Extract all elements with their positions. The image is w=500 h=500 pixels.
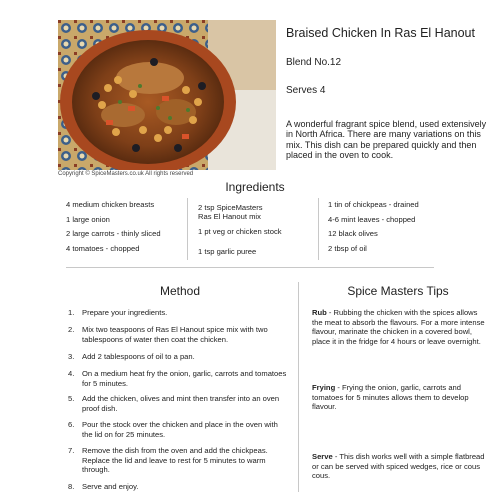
step-number: 2.: [68, 325, 75, 334]
step-number: 7.: [68, 446, 75, 455]
serves-count: Serves 4: [286, 85, 326, 96]
tip-label: Frying: [312, 383, 336, 392]
step-number: 6.: [68, 420, 75, 429]
ingredient-item: 4-6 mint leaves - chopped: [328, 215, 416, 224]
tip-label: Serve: [312, 452, 333, 461]
step-text: Serve and enjoy.: [82, 482, 139, 491]
method-heading: Method: [159, 284, 201, 298]
ingredient-item: 2 tsp SpiceMasters: [198, 203, 263, 212]
tip-text: - Rubbing the chicken with the spices allows the meat to absorb the flavours. For a more intense flavour, marinate the chicken in a covered bowl, place it in the fridge for 4 hours or leave overnight.: [312, 308, 485, 346]
tip-rub: [312, 308, 488, 346]
step-text: Pour the stock over the chicken and place in the oven with the lid on for 25 minutes.: [82, 420, 278, 439]
ingredient-item: 2 large carrots - thinly sliced: [66, 229, 161, 238]
ingredients-divider-1: [187, 198, 188, 260]
ingredient-item: 1 tin of chickpeas - drained: [328, 200, 419, 209]
tip-label: Rub: [312, 308, 327, 317]
ingredient-item: Ras El Hanout mix: [198, 212, 261, 221]
ingredient-item: 2 tbsp of oil: [328, 244, 367, 253]
section-divider: [66, 267, 434, 268]
ingredient-item: 4 medium chicken breasts: [66, 200, 155, 209]
step-number: 1.: [68, 308, 75, 317]
step-text: Add 2 tablespoons of oil to a pan.: [82, 352, 195, 361]
braised-chicken-dish-image: [58, 20, 276, 170]
step-text: Mix two teaspoons of Ras El Hanout spice mix with two tablespoons of water then coat the chicken.: [82, 325, 268, 344]
step-text: Remove the dish from the oven and add the chickpeas. Replace the lid and leave to rest for 5 minutes to warm through.: [82, 446, 268, 475]
method-tips-divider: [298, 282, 299, 492]
tip-frying: [312, 383, 488, 412]
tip-serve: [312, 452, 488, 481]
step-number: 8.: [68, 482, 75, 491]
tip-text: - This dish works well with a simple flatbread or can be served with spiced wedges, rice or cous cous.: [312, 452, 485, 481]
step-text: Add the chicken, olives and mint then transfer into an oven proof dish.: [82, 394, 280, 413]
ingredient-item: 4 tomatoes - chopped: [66, 244, 140, 253]
tips-heading: Spice Masters Tips: [347, 284, 449, 298]
recipe-photo: [58, 20, 276, 170]
copyright-notice: Copyright © SpiceMasters.co.uk All rights reserved: [58, 171, 194, 177]
recipe-description: A wonderful fragrant spice blend, used extensively in North Africa. There are many variations on this mix. This dish can be prepared quickly and then placed in the oven to cook.: [286, 119, 487, 161]
step-number: 3.: [68, 352, 75, 361]
ingredient-item: 1 tsp garlic puree: [198, 247, 257, 256]
step-number: 5.: [68, 394, 75, 403]
ingredient-item: 12 black olives: [328, 229, 378, 238]
recipe-subtitle: Blend No.12: [286, 57, 342, 68]
ingredient-item: 1 large onion: [66, 215, 110, 224]
ingredient-item: 1 pt veg or chicken stock: [198, 227, 282, 236]
step-text: Prepare your ingredients.: [82, 308, 168, 317]
step-text: On a medium heat fry the onion, garlic, carrots and tomatoes for 5 minutes.: [82, 369, 287, 388]
step-number: 4.: [68, 369, 75, 378]
recipe-title: Braised Chicken In Ras El Hanout: [286, 26, 475, 40]
ingredients-heading: Ingredients: [225, 180, 285, 194]
tip-text: - Frying the onion, garlic, carrots and tomatoes for 5 minutes allows them to develop flavour.: [312, 383, 469, 412]
ingredients-divider-2: [318, 198, 319, 260]
